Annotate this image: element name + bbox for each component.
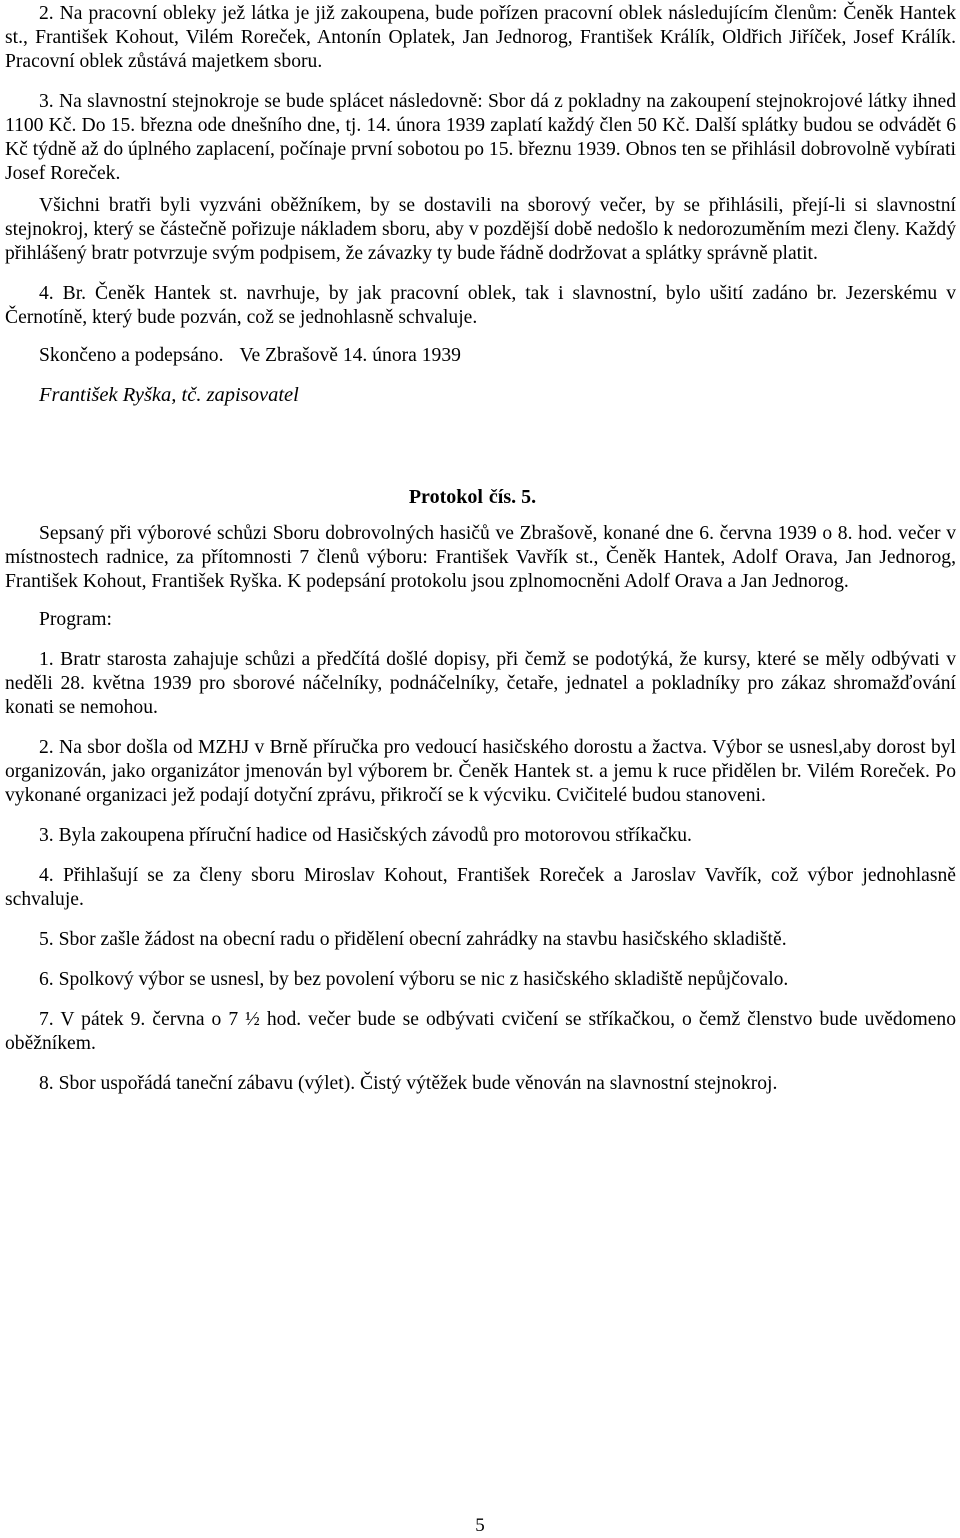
paragraph-item-2: 2. Na pracovní obleky jež látka je již zakoupena, bude pořízen pracovní oblek následujícím členům: Čeněk Hantek st., František Kohout, Vilém Roreček, Antonín Oplatek, Jan Jednorog, František Králík, Oldřich Jiříček, Josef Králík. Pracovní oblek zůstává majetkem sboru. (5, 3, 956, 72)
program-item-6: 6. Spolkový výbor se usnesl, by bez povolení výboru se nic z hasičského skladiště nepůjčovalo. (39, 969, 789, 990)
page-number: 5 (475, 1515, 485, 1536)
signature: František Ryška, tč. zapisovatel (39, 384, 299, 406)
program-item-2: 2. Na sbor došla od MZHJ v Brně příručka pro vedoucí hasičského dorostu a žactva. Výbor se usnesl,aby dorost byl organizován, jako organizátor jmenován byl výborem br. Čeněk Hantek st. a jemu k ruce přidělen br. Vilém Roreček. Po vykonané organizaci jež podají dotyční zprávu, přikročí se k výcviku. Cvičitelé budou stanoveni. (5, 737, 956, 806)
paragraph-all-brothers: Všichni bratři byli vyzváni oběžníkem, by se dostavili na sborový večer, by se přihlásili, přejí-li si slavnostní stejnokroj, který se částečně pořizuje nákladem sboru, aby v pozdější době nedošlo k nedorozuměním mezi členy. Každý přihlášený bratr potvrzuje svým podpisem, že závazky ty bude řádně dodržovat a splátky správně platit. (5, 195, 956, 264)
paragraph-item-4: 4. Br. Čeněk Hantek st. navrhuje, by jak pracovní oblek, tak i slavnostní, bylo ušití zadáno br. Jezerskému v Černotíně, který bude pozván, což se jednohlasně schvaluje. (5, 283, 956, 328)
program-item-3: 3. Byla zakoupena příruční hadice od Hasičských závodů pro motorovou stříkačku. (39, 825, 692, 846)
paragraph-item-3: 3. Na slavnostní stejnokroje se bude splácet následovně: Sbor dá z pokladny na zakoupení stejnokrojové látky ihned 1100 Kč. Do 15. března ode dnešního dne, tj. 14. února 1939 zaplatí každý člen 50 Kč. Další splátky budou se odvádět 6 Kč týdně až do úplného zaplacení, počínaje první sobotou po 15. březnu 1939. Obnos ten se přihlásil dobrovolně vybírati Josef Roreček. (5, 91, 956, 184)
program-label: Program: (39, 609, 112, 630)
place-date: Ve Zbrašově 14. února 1939 (239, 345, 461, 366)
program-item-1: 1. Bratr starosta zahajuje schůzi a předčítá došlé dopisy, při čemž se podotýká, že kursy, které se měly odbývati v neděli 28. května 1939 pro sborové náčelníky, podnáčelníky, četaře, jednatel a pokladníky pro zákaz shromažďování konati se nemohou. (5, 649, 956, 718)
program-item-5: 5. Sbor zašle žádost na obecní radu o přidělení obecní zahrádky na stavbu hasičského skladiště. (39, 929, 787, 950)
protocol-title-word: Protokol (408, 486, 483, 508)
closing-line (5, 344, 956, 368)
protocol-title (5, 484, 956, 510)
closing-text: Skončeno a podepsáno. (39, 345, 224, 366)
program-item-8: 8. Sbor uspořádá taneční zábavu (výlet). Čistý výtěžek bude věnován na slavnostní stejnokroj. (39, 1073, 778, 1094)
program-item-4: 4. Přihlašují se za členy sboru Miroslav Kohout, František Roreček a Jaroslav Vavřík, což výbor jednohlasně schvaluje. (5, 865, 956, 910)
protocol-number: čís. 5. (488, 486, 537, 508)
program-item-7: 7. V pátek 9. června o 7 ½ hod. večer bude se odbývati cvičení se stříkačkou, o čemž členstvo bude uvědomeno oběžníkem. (5, 1009, 956, 1054)
protocol-intro: Sepsaný při výborové schůzi Sboru dobrovolných hasičů ve Zbrašově, konané dne 6. června 1939 o 8. hod. večer v místnostech radnice, za přítomnosti 7 členů výboru: František Vavřík st., Čeněk Hantek, Adolf Orava, Jan Jednorog, František Kohout, František Ryška. K podepsání protokolu jsou zplnomocněni Adolf Orava a Jan Jednorog. (5, 523, 956, 592)
